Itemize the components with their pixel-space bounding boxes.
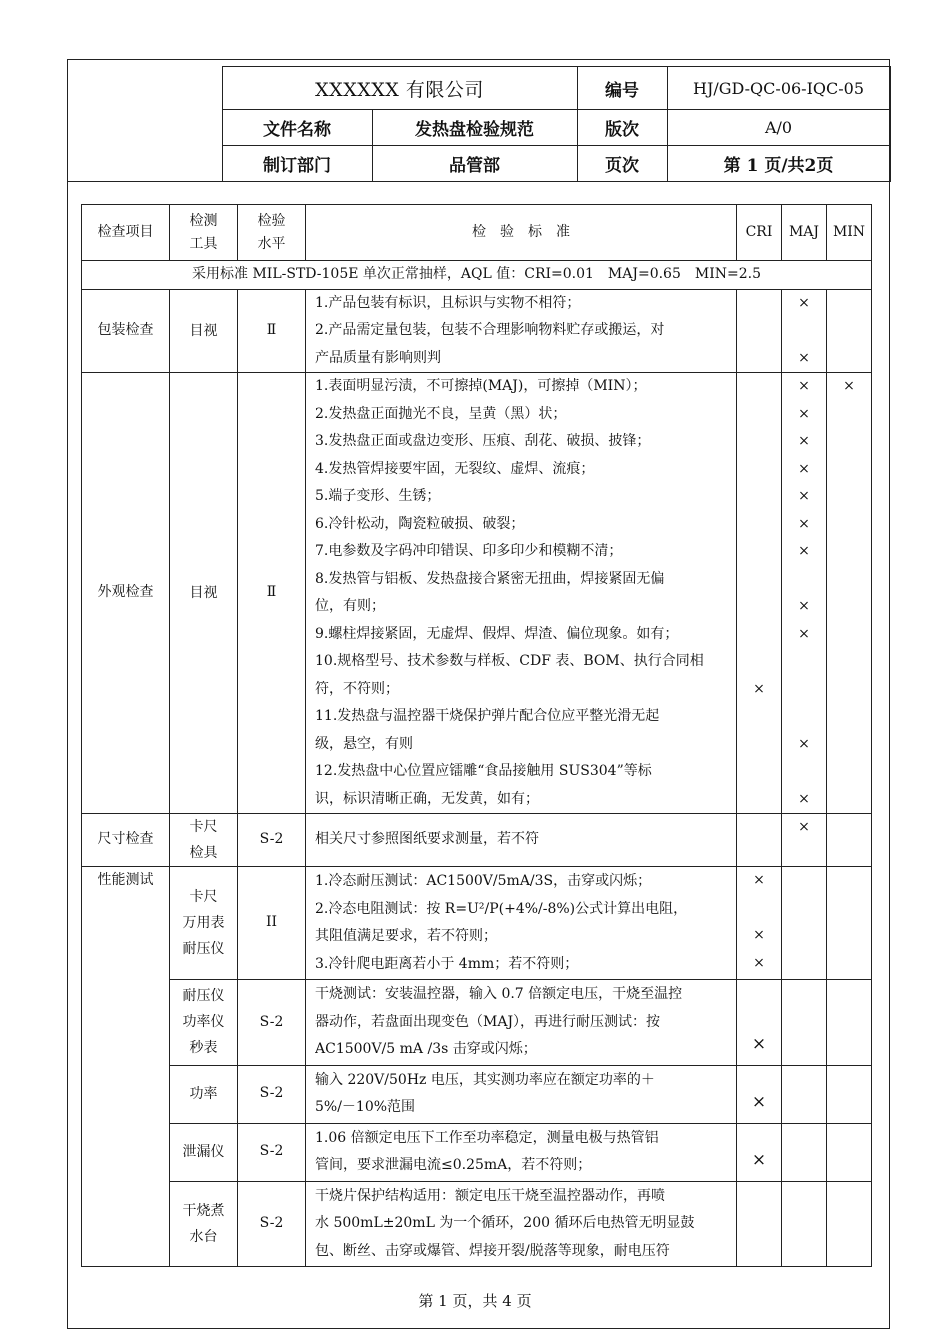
standard-line: 相关尺寸参照图纸要求测量，若不符: [315, 831, 539, 848]
page-value: 第 1 页/共2页: [667, 146, 890, 182]
mark-line: [827, 428, 871, 456]
maj-marks: [782, 373, 827, 814]
min-marks: [827, 1123, 872, 1181]
mark-line: [827, 483, 871, 511]
min-marks: [827, 1181, 872, 1267]
maj-marks: [782, 1065, 827, 1123]
standard-line: 5.端子变形、生锈；: [315, 488, 441, 504]
tool-cell: [170, 1181, 238, 1267]
col-header-tool: 检测 工具: [170, 205, 238, 261]
mark-line: [737, 290, 781, 318]
mark-line: ×: [753, 927, 765, 943]
inspection-level: Ⅱ: [238, 373, 306, 814]
standard-line: 6.冷针松动，陶瓷粒破损、破裂；: [315, 515, 525, 532]
standard-line: 级，悬空，有则: [315, 735, 413, 752]
standard-line: 1.产品包装有标识，且标识与实物不相符；: [315, 294, 581, 311]
mark-line: ×: [798, 405, 810, 422]
standard-line: 1.冷态耐压测试：AC1500V/5mA/3S，击穿或闪烁；: [315, 873, 652, 889]
cri-marks: ×: [737, 1123, 782, 1181]
table-row: [82, 373, 872, 814]
docname-label: 文件名称: [222, 110, 372, 146]
min-marks: [827, 867, 872, 980]
mark-line: [737, 648, 781, 676]
standard-line: 2.产品需定量包装，包装不合理影响物料贮存或搬运，对: [315, 322, 665, 338]
tool-name: 目视: [189, 585, 218, 601]
mark-line: ×: [798, 543, 810, 559]
mark-line: [737, 566, 781, 594]
mark-line: [737, 483, 781, 511]
dept-label: 制订部门: [222, 146, 372, 182]
page-footer: 第 1 页，共 4 页: [418, 1292, 532, 1310]
code-label: 编号: [577, 67, 667, 110]
mark-line: [737, 317, 781, 345]
mark-line: ×: [753, 872, 765, 888]
maj-marks: [782, 980, 827, 1066]
inspection-level: S-2: [238, 814, 306, 867]
tool-name: 检具: [189, 845, 218, 861]
dept-value: 品管部: [372, 146, 577, 182]
tool-name: 秒表: [189, 1040, 218, 1057]
table-row: [82, 1123, 872, 1181]
mark-line: [827, 648, 871, 676]
cri-marks: [737, 1181, 782, 1267]
col-header-standard: 检 验 标 准: [306, 205, 737, 261]
mark-line: [737, 428, 781, 456]
standard-line: 10.规格型号、技术参数与样板、CDF 表、BOM、执行合同相: [315, 653, 704, 669]
cri-marks: ×: [737, 980, 782, 1066]
mark-line: [827, 593, 871, 621]
mark-line: [782, 758, 826, 786]
standard-line: 产品质量有影响则判: [315, 349, 441, 366]
check-item: 性能测试: [82, 867, 170, 1267]
docname-value: 发热盘检验规范: [372, 110, 577, 146]
maj-marks: [782, 289, 827, 373]
cri-marks: [737, 814, 782, 867]
document-header: [67, 66, 891, 182]
mark-line: ×: [798, 294, 810, 311]
cri-marks: [737, 373, 782, 814]
mark-line: ×: [798, 433, 810, 449]
mark-line: [737, 345, 781, 373]
mark-line: ×: [753, 680, 765, 697]
standard-line: 位，有则；: [315, 598, 385, 614]
cri-marks: [737, 289, 782, 373]
tool-name: 卡尺: [189, 889, 218, 905]
min-marks: [827, 814, 872, 867]
mark-line: [737, 758, 781, 786]
mark-line: [737, 621, 781, 649]
standard-line: 包、断丝、击穿或爆管、焊接开裂/脱落等现象，耐电压符: [315, 1242, 670, 1259]
table-row: [82, 289, 872, 373]
standard-line: 2.发热盘正面抛光不良，呈黄（黑）状；: [315, 405, 567, 422]
maj-marks: [782, 867, 827, 980]
mark-line: [737, 895, 781, 923]
standard-cell: [306, 373, 737, 814]
tool-cell: [170, 373, 238, 814]
standard-line: 1.表面明显污渍，不可擦掉(MAJ)，可擦掉（MIN）；: [315, 378, 647, 394]
mark-line: [827, 566, 871, 594]
tool-cell: [170, 980, 238, 1066]
standard-line: 9.螺柱焊接紧固，无虚焊、假焊、焊渣、偏位现象。如有；: [315, 625, 679, 642]
tool-name: 泄漏仪: [182, 1144, 225, 1160]
mark-line: ×: [798, 625, 810, 642]
mark-line: ×: [798, 488, 810, 504]
tool-name: 水台: [189, 1228, 218, 1245]
mark-line: [827, 731, 871, 759]
min-marks: [827, 373, 872, 814]
inspection-level: II: [238, 867, 306, 980]
standard-line: 1.06 倍额定电压下工作至功率稳定，测量电极与热管铝: [315, 1129, 659, 1146]
mark-line: [737, 401, 781, 429]
standard-line: 干烧片保护结构适用：额定电压干烧至温控器动作，再喷: [315, 1187, 665, 1204]
mark-line: [827, 345, 871, 373]
tool-name: 耐压仪: [182, 941, 225, 957]
tool-cell: [170, 814, 238, 867]
mark-line: ×: [798, 349, 810, 366]
mark-line: [827, 814, 871, 842]
mark-line: [737, 373, 781, 401]
standard-line: 4.发热管焊接要牢固，无裂纹、虚焊、流痕；: [315, 460, 595, 477]
standard-line: 符，不符则；: [315, 680, 399, 697]
mark-line: ×: [798, 819, 810, 835]
mark-line: [827, 703, 871, 731]
standard-cell: [306, 980, 737, 1066]
standard-line: 器动作，若盘面出现变色（MAJ），再进行耐压测试：按: [315, 1013, 661, 1030]
standard-line: 输入 220V/50Hz 电压，其实测功率应在额定功率的＋: [315, 1071, 655, 1088]
standard-line: 5%/－10%范围: [315, 1099, 416, 1115]
standard-line: 2.冷态电阻测试：按 R=U²/P(+4%/-8%)公式计算出电阻，: [315, 900, 688, 917]
standard-line: 管间，要求泄漏电流≤0.25mA，若不符则；: [315, 1157, 592, 1173]
mark-line: ×: [798, 735, 810, 752]
standard-line: 11.发热盘与温控器干烧保护弹片配合位应平整光滑无起: [315, 708, 660, 724]
tool-name: 万用表: [182, 915, 225, 931]
standard-line: 识，标识清晰正确，无发黄，如有；: [315, 790, 539, 807]
col-header-maj: MAJ: [782, 205, 827, 261]
mark-line: [737, 731, 781, 759]
standard-line: 水 500mL±20mL 为一个循环，200 循环后电热管无明显鼓: [315, 1215, 695, 1231]
mark-line: [827, 456, 871, 484]
col-header-item: 检查项目: [82, 205, 170, 261]
inspection-level: Ⅱ: [238, 289, 306, 373]
mark-line: [782, 703, 826, 731]
version-value: A/0: [667, 110, 890, 146]
table-row: [82, 1065, 872, 1123]
tool-name: 干烧煮: [182, 1202, 225, 1219]
col-header-level: 检验 水平: [238, 205, 306, 261]
mark-line: [827, 676, 871, 704]
mark-line: [827, 758, 871, 786]
mark-line: [737, 703, 781, 731]
mark-line: [737, 593, 781, 621]
code-value: HJ/GD-QC-06-IQC-05: [667, 67, 890, 110]
standard-line: 其阻值满足要求，若不符则；: [315, 928, 497, 944]
standard-cell: [306, 814, 737, 867]
standard-cell: [306, 867, 737, 980]
col-header-cri: CRI: [737, 205, 782, 261]
tool-name: 功率仪: [182, 1014, 225, 1031]
mark-line: [782, 566, 826, 594]
min-marks: [827, 1065, 872, 1123]
mark-line: [782, 317, 826, 345]
company-name: XXXXXX 有限公司: [222, 67, 577, 110]
mark-line: [827, 511, 871, 539]
tool-cell: [170, 289, 238, 373]
table-row: [82, 814, 872, 867]
standard-line: 3.冷针爬电距离若小于 4mm；若不符则；: [315, 955, 579, 972]
standard-cell: [306, 1181, 737, 1267]
tool-cell: [170, 1123, 238, 1181]
col-header-min: MIN: [827, 205, 872, 261]
mark-line: [827, 538, 871, 566]
maj-marks: [782, 1181, 827, 1267]
tool-name: 耐压仪: [182, 988, 225, 1005]
mark-line: [827, 401, 871, 429]
mark-line: [737, 456, 781, 484]
mark-line: ×: [798, 378, 810, 394]
mark-line: [782, 676, 826, 704]
cri-marks: ×: [737, 1065, 782, 1123]
cri-marks: [737, 867, 782, 980]
standard-line: 12.发热盘中心位置应镭雕“食品接触用 SUS304”等标: [315, 763, 652, 779]
standard-line: 7.电参数及字码冲印错误、印多印少和模糊不清；: [315, 543, 623, 559]
standard-cell: [306, 1123, 737, 1181]
tool-name: 卡尺: [189, 819, 218, 835]
mark-line: ×: [798, 515, 810, 532]
standard-line: 8.发热管与铝板、发热盘接合紧密无扭曲，焊接紧固无偏: [315, 570, 665, 587]
mark-line: [782, 648, 826, 676]
tool-name: 目视: [189, 322, 218, 339]
inspection-level: S-2: [238, 1065, 306, 1123]
mark-line: [737, 814, 781, 842]
mark-line: ×: [843, 378, 855, 394]
mark-line: ×: [753, 954, 765, 971]
logo-area: [67, 67, 222, 182]
version-label: 版次: [577, 110, 667, 146]
page-label: 页次: [577, 146, 667, 182]
standard-line: 3.发热盘正面或盘边变形、压痕、刮花、破损、披锋；: [315, 433, 651, 449]
table-row: [82, 980, 872, 1066]
min-marks: [827, 980, 872, 1066]
table-row: [82, 867, 872, 980]
standard-cell: [306, 289, 737, 373]
mark-line: [737, 786, 781, 814]
mark-line: ×: [798, 790, 810, 807]
mark-line: ×: [798, 460, 810, 477]
check-item: 外观检查: [82, 373, 170, 814]
table-row: [82, 1181, 872, 1267]
maj-marks: [782, 814, 827, 867]
tool-name: 功率: [189, 1086, 218, 1102]
inspection-level: S-2: [238, 1123, 306, 1181]
standard-cell: [306, 1065, 737, 1123]
mark-line: [737, 538, 781, 566]
mark-line: [827, 317, 871, 345]
standard-line: AC1500V/5 mA /3s 击穿或闪烁；: [315, 1041, 537, 1057]
mark-line: [737, 511, 781, 539]
mark-line: [827, 786, 871, 814]
mark-line: ×: [798, 598, 810, 614]
check-item: 包装检查: [82, 289, 170, 373]
inspection-table: [81, 204, 872, 1267]
mark-line: [827, 621, 871, 649]
tool-cell: [170, 867, 238, 980]
maj-marks: [782, 1123, 827, 1181]
inspection-level: S-2: [238, 980, 306, 1066]
tool-cell: [170, 1065, 238, 1123]
inspection-level: S-2: [238, 1181, 306, 1267]
standard-line: 干烧测试：安装温控器，输入 0.7 倍额定电压，干烧至温控: [315, 986, 683, 1002]
min-marks: [827, 289, 872, 373]
aql-note: 采用标准 MIL-STD-105E 单次正常抽样，AQL 值：CRI=0.01 MAJ=0.65 MIN=2.5: [82, 261, 872, 290]
mark-line: [827, 290, 871, 318]
check-item: 尺寸检查: [82, 814, 170, 867]
